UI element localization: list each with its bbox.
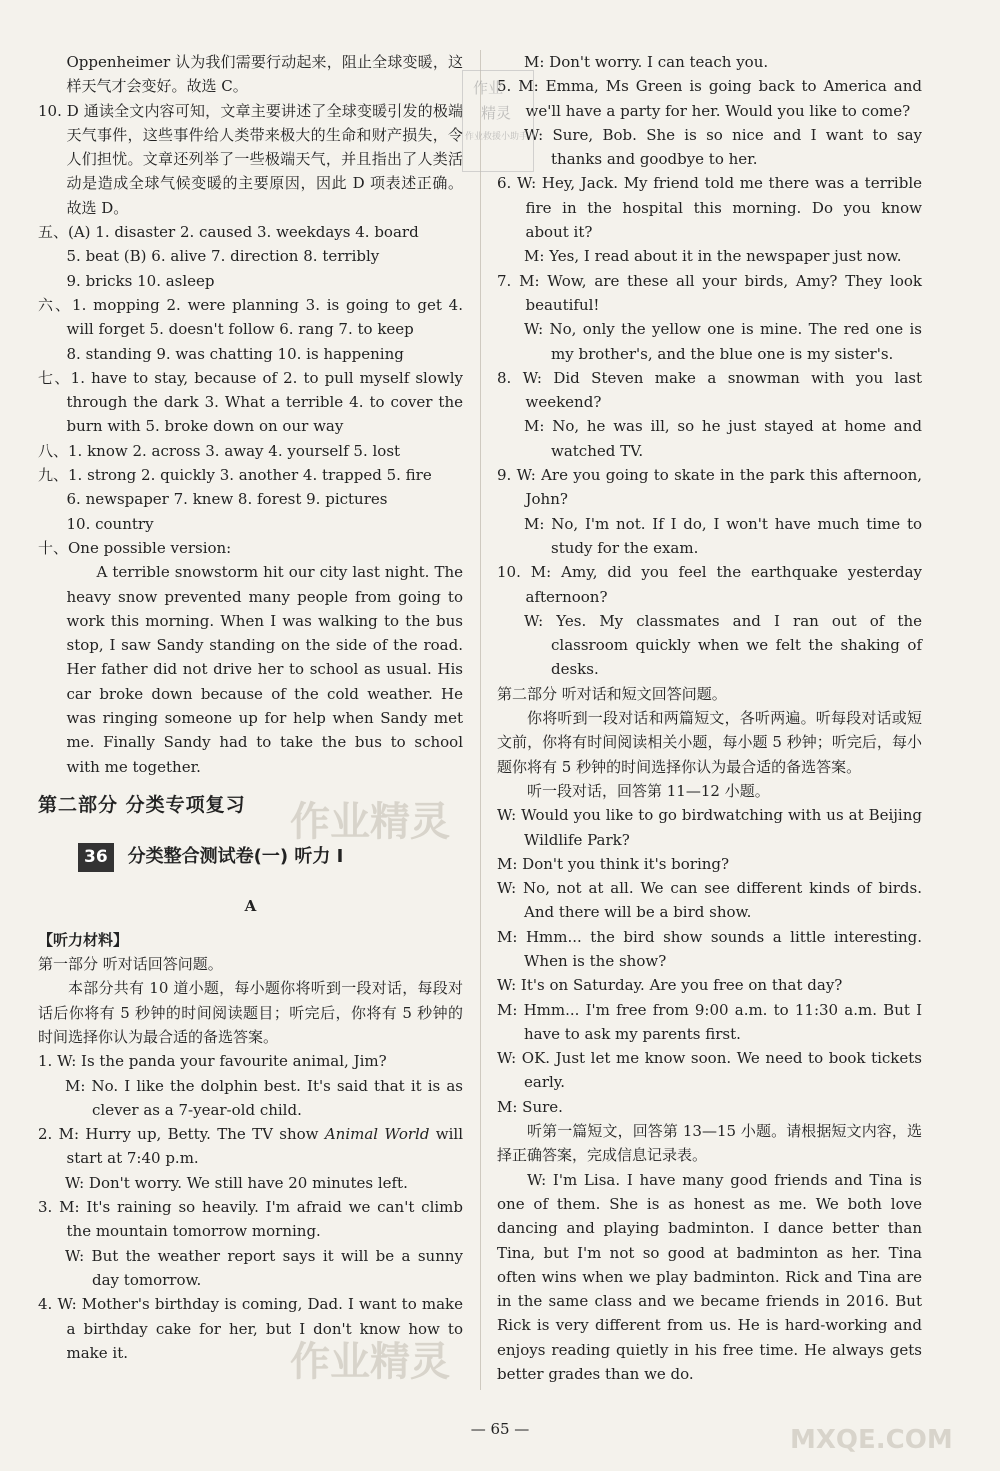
q2-w: W: Don't worry. We still have 20 minutes left. bbox=[65, 1173, 408, 1192]
part2-title: 第二部分 听对话和短文回答问题。 bbox=[497, 684, 727, 703]
passage-1-intro: 听第一篇短文，回答第 13—15 小题。请根据短文内容，选择正确答案，完成信息记录表。 bbox=[497, 1122, 922, 1165]
section-9-line3: 10. country bbox=[66, 514, 154, 533]
section-9-line2: 6. newspaper 7. knew 8. forest 9. pictures bbox=[66, 490, 388, 509]
right-column bbox=[497, 50, 922, 1386]
test-title bbox=[78, 843, 463, 871]
q4-w: 4. W: Mother's birthday is coming, Dad. I want to make a birthday cake for her, but I don't know how to make it. bbox=[38, 1295, 463, 1362]
part-title: 第二部分 分类专项复习 bbox=[38, 793, 246, 816]
q3-m: 3. M: It's raining so heavily. I'm afraid we can't climb the mountain tomorrow morning. bbox=[38, 1198, 463, 1241]
q5-w: W: Sure, Bob. She is so nice and I want to say thanks and goodbye to her. bbox=[524, 125, 922, 169]
answer-text: Oppenheimer 认为我们需要行动起来，阻止全球变暖，这样天气才会变好。故选 C。 bbox=[66, 53, 463, 96]
section-7: 七、1. have to stay, because of 2. to pull myself slowly through the dark 3. What a terrible 4. to cover the burn with 5. broke down on our way bbox=[38, 368, 463, 436]
dialogue-line: W: No, not at all. We can see different kinds of birds. And there will be a bird show. bbox=[497, 879, 922, 922]
dialogue-line: W: Would you like to go birdwatching with us at Beijing Wildlife Park? bbox=[497, 806, 922, 849]
q4-m: M: Don't worry. I can teach you. bbox=[524, 53, 769, 71]
section-5: 五、(A) 1. disaster 2. caused 3. weekdays 4. board bbox=[38, 223, 419, 242]
site-watermark: MXQE.COM bbox=[790, 1425, 953, 1455]
section-a-label: A bbox=[244, 896, 257, 915]
section-9: 九、1. strong 2. quickly 3. another 4. trapped 5. fire bbox=[38, 466, 432, 485]
page-number: — 65 — bbox=[470, 1420, 530, 1438]
dialogue-1-intro: 听一段对话，回答第 11—12 小题。 bbox=[527, 781, 770, 800]
q3-w: W: But the weather report says it will be a sunny day tomorrow. bbox=[65, 1246, 463, 1289]
q10-w: W: Yes. My classmates and I ran out of the classroom quickly when we felt the shaking of desks. bbox=[524, 611, 922, 679]
q9-m: M: No, I'm not. If I do, I won't have much time to study for the exam. bbox=[524, 514, 922, 557]
q10-m: 10. M: Amy, did you feel the earthquake yesterday afternoon? bbox=[497, 563, 922, 606]
column-divider bbox=[480, 50, 481, 1390]
dialogue-line: W: It's on Saturday. Are you free on that day? bbox=[497, 976, 843, 995]
q2-m: 2. M: Hurry up, Betty. The TV show Animal World will start at 7:40 p.m. bbox=[38, 1125, 463, 1168]
watermark-text: 作业精灵 bbox=[290, 799, 450, 845]
dialogue-line: M: Don't you think it's boring? bbox=[497, 854, 730, 873]
part1-title: 第一部分 听对话回答问题。 bbox=[38, 955, 223, 974]
section-5-line2: 5. beat (B) 6. alive 7. direction 8. terribly bbox=[66, 247, 380, 266]
dialogue-line: M: Hmm... the bird show sounds a little interesting. When is the show? bbox=[497, 927, 922, 970]
part1-desc: 本部分共有 10 道小题，每小题你将听到一段对话，每段对话后你将有 5 秒钟的时间阅读题目；听完后，你将有 5 秒钟的时间选择你认为最合适的备选答案。 bbox=[38, 979, 463, 1046]
q8-m: M: No, he was ill, so he just stayed at home and watched TV. bbox=[524, 417, 922, 460]
q6-w: 6. W: Hey, Jack. My friend told me there was a terrible fire in the hospital this morning. Do you know about it? bbox=[497, 174, 922, 242]
q1-w: 1. W: Is the panda your favourite animal, Jim? bbox=[38, 1052, 387, 1071]
dialogue-line: M: Sure. bbox=[497, 1097, 563, 1116]
section-6-line2: 8. standing 9. was chatting 10. is happening bbox=[66, 344, 404, 363]
passage-1-text: W: I'm Lisa. I have many good friends and Tina is one of them. She is as honest as me. We both love dancing and playing badminton. I dance better than Tina, but I'm not so good at badminton as her. Tina often wins when we play badminton. Rick and Tina are in the same class and we became friends in 2016. But Rick is very different from us. He is hard-working and enjoys reading quietly in his free time. He always gets better grades than we do. bbox=[497, 1170, 922, 1384]
q6-m: M: Yes, I read about it in the newspaper just now. bbox=[524, 247, 902, 266]
q8-w: 8. W: Did Steven make a snowman with you last weekend? bbox=[497, 368, 922, 412]
part2-desc: 你将听到一段对话和两篇短文，各听两遍。听每段对话或短文前，你将有时间阅读相关小题，每小题 5 秒钟；听完后，每小题你将有 5 秒钟的时间选择你认为最合适的备选答案。 bbox=[497, 709, 922, 776]
dialogue-line: M: Hmm... I'm free from 9:00 a.m. to 11:30 a.m. But I have to ask my parents first. bbox=[497, 1000, 922, 1043]
q9-w: 9. W: Are you going to skate in the park this afternoon, John? bbox=[497, 466, 922, 509]
test-title-text: 分类整合测试卷(一) 听力 I bbox=[127, 846, 344, 868]
section-5-line3: 9. bricks 10. asleep bbox=[66, 271, 215, 290]
watermark-text-2: 作业精灵 bbox=[290, 1339, 450, 1385]
q7-w: W: No, only the yellow one is mine. The red one is my brother's, and the blue one is my sister's. bbox=[524, 320, 922, 363]
section-6: 六、1. mopping 2. were planning 3. is going to get 4. will forget 5. doesn't follow 6. rang 7. to keep bbox=[38, 295, 463, 339]
section-8: 八、1. know 2. across 3. away 4. yourself 5. lost bbox=[38, 441, 401, 460]
section-10: 十、One possible version: bbox=[38, 538, 232, 557]
material-label: 【听力材料】 bbox=[38, 930, 129, 949]
q5-m: 5. M: Emma, Ms Green is going back to America and we'll have a party for her. Would you like to come? bbox=[497, 77, 922, 120]
q1-m: M: No. I like the dolphin best. It's said that it is as clever as a 7-year-old child. bbox=[65, 1076, 463, 1119]
essay: A terrible snowstorm hit our city last night. The heavy snow prevented many people from going to work this morning. When I was walking to the bus stop, I saw Sandy standing on the side of the road. Her father did not drive her to school as usual. His car broke down because of the cold weather. He was ringing someone up for help when Sandy met me. Finally Sandy had to take the bus to school with me together. bbox=[66, 563, 463, 776]
answer-10: 10. D 通读全文内容可知，文章主要讲述了全球变暖引发的极端天气事件，这些事件给人类带来极大的生命和财产损失，令人们担忧。文章还列举了一些极端天气，并且指出了人类活动是造成全球气候变暖的主要原因，因此 D 项表述正确。故选 D。 bbox=[38, 101, 463, 217]
watermark-stamp: 作业 精灵 作业救援小助手 bbox=[462, 70, 534, 172]
test-number-badge: 36 bbox=[78, 843, 114, 871]
left-column bbox=[38, 50, 463, 1365]
q7-m: 7. M: Wow, are these all your birds, Amy? They look beautiful! bbox=[497, 271, 922, 314]
dialogue-line: W: OK. Just let me know soon. We need to book tickets early. bbox=[497, 1049, 922, 1092]
